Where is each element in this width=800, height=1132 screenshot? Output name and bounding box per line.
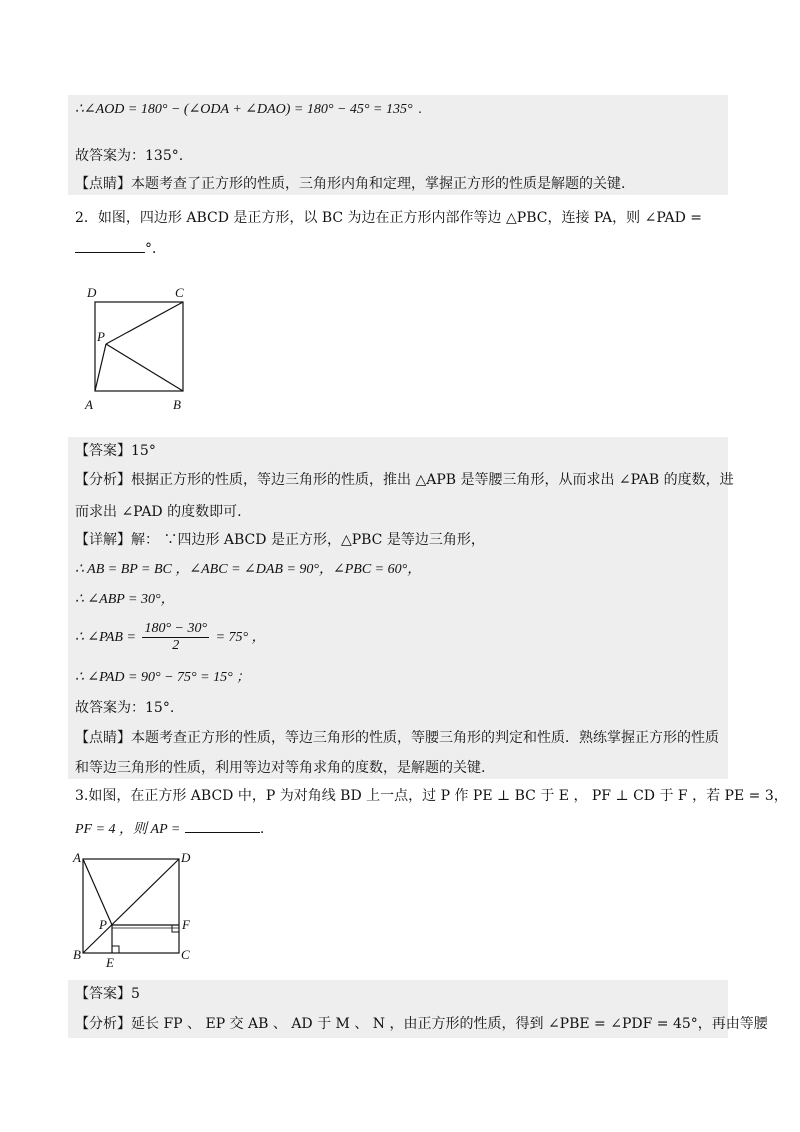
q2-square bbox=[95, 302, 183, 391]
q2-answer-blank bbox=[75, 238, 145, 253]
q2-detail-line-3: ∴ ∠ABP = 30°， bbox=[75, 592, 175, 607]
q3-right-angle-f bbox=[172, 925, 179, 932]
q3-stem-line-1: 3.如图，在正方形 ABCD 中，P 为对角线 BD 上一点，过 P 作 PE ⊥ BC 于 E ， PF ⊥ CD 于 F ，若 PE = 3， bbox=[75, 788, 788, 804]
q3-label-d: D bbox=[181, 850, 191, 865]
q2-detail-line-6: 故答案为：15°. bbox=[75, 700, 175, 716]
q2-point-line-1: 【点睛】本题考查正方形的性质，等边三角形的性质，等腰三角形的判定和性质．熟练掌握正方形的性质 bbox=[75, 730, 719, 746]
q2-stem-line-2 bbox=[75, 238, 166, 259]
q3-label-c: C bbox=[181, 947, 190, 962]
q3-segment-ap bbox=[83, 859, 112, 925]
q2-analysis-line-1: 【分析】根据正方形的性质，等边三角形的性质，推出 △APB 是等腰三角形，从而求出 ∠PAB 的度数，进 bbox=[75, 472, 734, 488]
q3-answer-blank bbox=[185, 818, 260, 833]
q2-label-a: A bbox=[85, 397, 93, 412]
q3-label-a: A bbox=[73, 850, 81, 865]
q2-label-b: B bbox=[173, 397, 181, 412]
q2-segment-pb bbox=[106, 344, 183, 391]
formula-aod: ∴∠AOD = 180° − (∠ODA + ∠DAO) = 180° − 45° = 135° bbox=[75, 102, 413, 117]
formula-line-aod bbox=[75, 100, 422, 120]
q3-label-e: E bbox=[106, 955, 114, 970]
q2-detail-line-1: 【详解】解： ∵四边形 ABCD 是正方形，△PBC 是等边三角形， bbox=[75, 532, 485, 548]
q2-answer: 【答案】15° bbox=[75, 443, 156, 459]
q2-detail-line-4 bbox=[75, 620, 266, 656]
q3-label-b: B bbox=[73, 947, 81, 962]
q3-answer: 【答案】5 bbox=[75, 986, 140, 1002]
q2-fraction-denominator: 2 bbox=[172, 638, 180, 654]
q2-stem-line-1: 2．如图，四边形 ABCD 是正方形，以 BC 为边在正方形内部作等边 △PBC，连接 PA，则 ∠PAD = bbox=[75, 210, 702, 226]
q3-right-angle-e bbox=[112, 946, 119, 953]
q3-stem-line-2 bbox=[75, 818, 264, 840]
q3-stem-2-lead: PF = 4 ，则 AP = bbox=[75, 822, 181, 837]
q2-fraction-numerator: 180° − 30° bbox=[144, 621, 208, 637]
q2-label-c: C bbox=[175, 285, 184, 300]
q2-stem-tail: °． bbox=[145, 241, 166, 257]
q2-detail-4-result: = 75° ， bbox=[215, 630, 266, 645]
q3-label-f: F bbox=[182, 917, 190, 932]
q2-segment-pa bbox=[95, 344, 106, 391]
q2-square-figure bbox=[80, 285, 195, 415]
q2-detail-line-5: ∴ ∠PAD = 90° − 75° = 15° ； bbox=[75, 670, 251, 685]
q2-point-line-2: 和等边三角形的性质，利用等边对等角求角的度数，是解题的关键. bbox=[75, 760, 486, 776]
q3-analysis-line-1: 【分析】延长 FP 、 EP 交 AB 、 AD 于 M 、 N ，由正方形的性质，得到 ∠PBE = ∠PDF = 45°，再由等腰 bbox=[75, 1016, 768, 1032]
q3-square-figure bbox=[70, 848, 205, 973]
q3-label-p: P bbox=[99, 917, 107, 932]
q2-fraction bbox=[142, 621, 209, 654]
q3-diagonal-bd bbox=[83, 859, 179, 953]
answer-line-top: 故答案为：135°. bbox=[75, 148, 184, 164]
q2-detail-line-2: ∴ AB = BP = BC ，∠ABC = ∠DAB = 90°，∠PBC = 60°， bbox=[75, 562, 422, 577]
q2-detail-4-lead: ∴ ∠PAB = bbox=[75, 630, 136, 645]
q2-label-p: P bbox=[97, 329, 105, 344]
q2-analysis-line-2: 而求出 ∠PAD 的度数即可. bbox=[75, 504, 242, 520]
q3-stem-tail: . bbox=[259, 821, 265, 837]
comment-line-top: 【点睛】本题考查了正方形的性质，三角形内角和定理，掌握正方形的性质是解题的关键. bbox=[75, 176, 626, 192]
q2-segment-pc bbox=[106, 302, 183, 344]
q2-label-d: D bbox=[87, 285, 97, 300]
formula-aod-tail: . bbox=[418, 102, 423, 117]
